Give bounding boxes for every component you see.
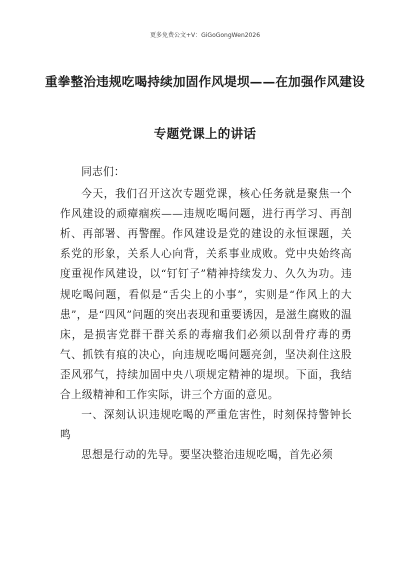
paragraph-intro: 今天，我们召开这次专题党课，核心任务就是聚焦一个作风建设的顽瘴痼疾——违规吃喝问题，进行再学习、再剖析、再部署、再警醒。作风建设是党的建设的永恒课题，关系党的形象，关系人心向背，关系事业成败。党中央始终高度重视作风建设，以“钉钉子”精神持续发力、久久为功。违规吃喝问题，看似是“舌尖上的小事”，实则是“作风上的大患”，是“四风”问题的突出表现和重要诱因，是滋生腐败的温床，是损害党群干群关系的毒瘤我们必须以刮骨疗毒的勇气、抓铁有痕的决心，向违规吃喝问题亮剑，坚决刹住这股歪风邪气，持续加固中央八项规定精神的堤坝。下面，我结合上级精神和工作实际，讲三个方面的意见。 bbox=[60, 188, 352, 402]
document-body bbox=[60, 162, 352, 465]
section-heading-1: 一、深刻认识违规吃喝的严重危害性，时刻保持警钟长鸣 bbox=[60, 409, 352, 442]
document-title-line1: 重拳整治违规吃喝持续加固作风堤坝——在加强作风建设 bbox=[44, 74, 365, 89]
document-title-line2: 专题党课上的讲话 bbox=[153, 126, 257, 141]
greeting: 同志们： bbox=[81, 166, 125, 178]
paragraph-section1-start: 思想是行动的先导。要坚决整治违规吃喝，首先必须 bbox=[81, 449, 333, 462]
page-header-note: 更多免费公文+V：GiGoGongWen2026 bbox=[149, 32, 261, 39]
